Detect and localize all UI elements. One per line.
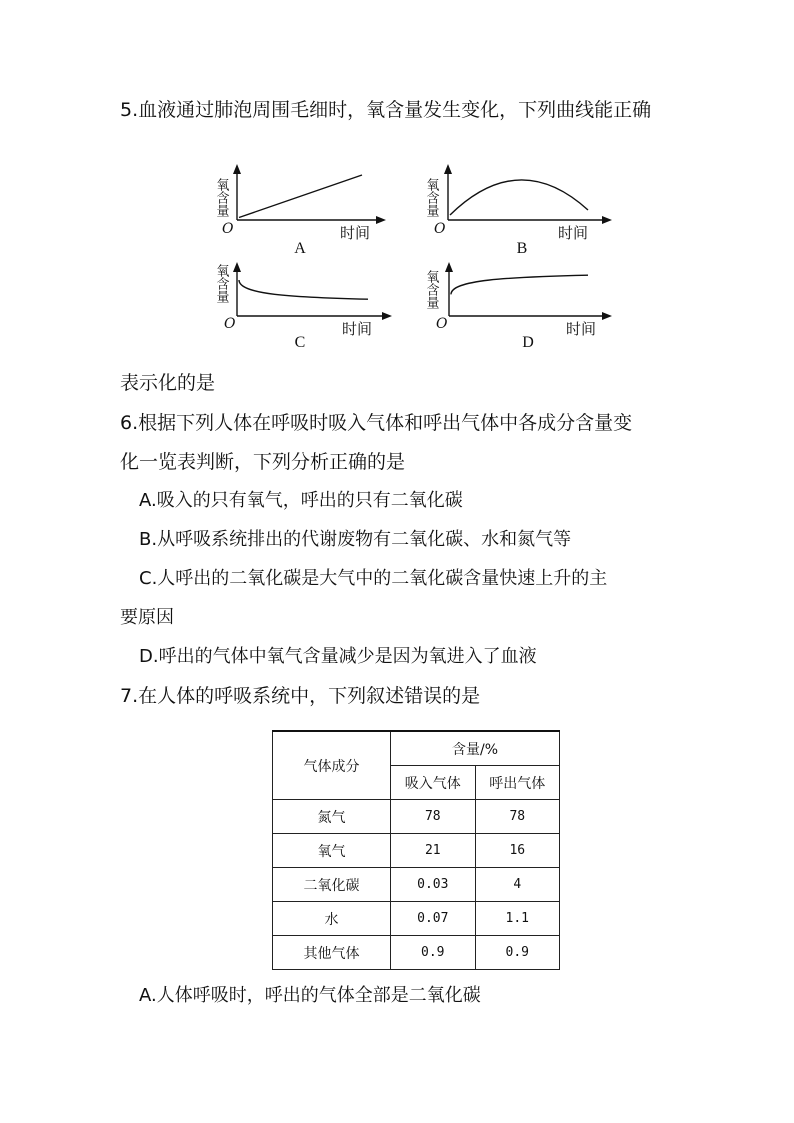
chart-d-x-arrow	[602, 312, 612, 320]
chart-c-xlabel: 时间	[342, 320, 373, 338]
chart-b-ylabel: 氧含量	[423, 178, 439, 217]
chart-b-x-arrow	[602, 216, 612, 224]
table-row	[273, 868, 560, 902]
row-inhaled: 21	[391, 834, 476, 868]
row-name: 二氧化碳	[273, 868, 391, 902]
chart-b-letter: B	[516, 240, 528, 257]
chart-a-xlabel: 时间	[340, 224, 371, 242]
chart-a	[210, 160, 390, 244]
chart-d-svg	[420, 258, 620, 338]
header-component: 气体成分	[273, 731, 391, 800]
chart-d	[420, 258, 620, 342]
q6-option-d: D.呼出的气体中氧气含量减少是因为氧进入了血液	[139, 646, 537, 667]
row-exhaled: 4	[475, 868, 559, 902]
header-inhaled: 吸入气体	[391, 766, 476, 800]
chart-c-svg	[210, 258, 400, 338]
row-name: 水	[273, 902, 391, 936]
q6-option-a: A.吸入的只有氧气，呼出的只有二氧化碳	[139, 490, 463, 511]
chart-c	[210, 258, 400, 342]
chart-d-curve	[451, 275, 588, 294]
chart-a-y-arrow	[233, 164, 241, 174]
row-inhaled: 0.03	[391, 868, 476, 902]
row-name: 氮气	[273, 800, 391, 834]
row-exhaled: 16	[475, 834, 559, 868]
row-name: 其他气体	[273, 936, 391, 970]
chart-a-origin: O	[222, 221, 234, 237]
table-row	[273, 902, 560, 936]
chart-a-svg	[210, 160, 390, 240]
row-exhaled: 1.1	[475, 902, 559, 936]
q6-stem-line2: 化一览表判断，下列分析正确的是	[120, 451, 406, 473]
row-exhaled: 0.9	[475, 936, 559, 970]
chart-d-origin: O	[436, 316, 448, 332]
chart-c-y-arrow	[233, 262, 241, 272]
chart-d-ylabel: 氧含量	[423, 270, 439, 309]
gas-composition-table	[272, 730, 560, 970]
header-exhaled: 呼出气体	[475, 766, 559, 800]
q6-option-c-line1: C.人呼出的二氧化碳是大气中的二氧化碳含量快速上升的主	[139, 568, 608, 589]
chart-a-ylabel: 氧含量	[213, 178, 229, 217]
q7-stem: 7.在人体的呼吸系统中，下列叙述错误的是	[120, 685, 481, 707]
row-inhaled: 0.9	[391, 936, 476, 970]
chart-a-curve	[239, 175, 362, 218]
q5-stem-line1: 5.血液通过肺泡周围毛细时，氧含量发生变化，下列曲线能正确	[120, 99, 652, 121]
chart-c-x-arrow	[382, 312, 392, 320]
row-inhaled: 0.07	[391, 902, 476, 936]
chart-d-y-arrow	[445, 262, 453, 272]
row-inhaled: 78	[391, 800, 476, 834]
chart-b-origin: O	[434, 221, 446, 237]
chart-c-origin: O	[224, 316, 236, 332]
row-name: 氧气	[273, 834, 391, 868]
chart-b-svg	[420, 160, 620, 240]
chart-b-y-arrow	[444, 164, 452, 174]
q6-stem-line1: 6.根据下列人体在呼吸时吸入气体和呼出气体中各成分含量变	[120, 412, 633, 434]
chart-d-xlabel: 时间	[566, 320, 597, 338]
chart-a-x-arrow	[376, 216, 386, 224]
q6-option-c-line2: 要原因	[120, 607, 174, 628]
chart-c-curve	[239, 280, 368, 299]
q7-option-a: A.人体呼吸时，呼出的气体全部是二氧化碳	[139, 985, 481, 1006]
table-row	[273, 936, 560, 970]
chart-c-ylabel: 氧含量	[213, 264, 229, 303]
chart-c-letter: C	[294, 334, 306, 351]
row-exhaled: 78	[475, 800, 559, 834]
chart-b-xlabel: 时间	[558, 224, 589, 242]
table-row	[273, 800, 560, 834]
table-row	[273, 834, 560, 868]
q6-option-b: B.从呼吸系统排出的代谢废物有二氧化碳、水和氮气等	[139, 529, 572, 550]
table-header-row-1	[273, 731, 560, 766]
header-content: 含量/%	[391, 731, 560, 766]
q5-stem-line2: 表示化的是	[120, 372, 216, 394]
chart-d-letter: D	[522, 334, 534, 351]
chart-b-curve	[450, 180, 588, 215]
chart-b	[420, 160, 620, 244]
chart-a-letter: A	[294, 240, 306, 257]
